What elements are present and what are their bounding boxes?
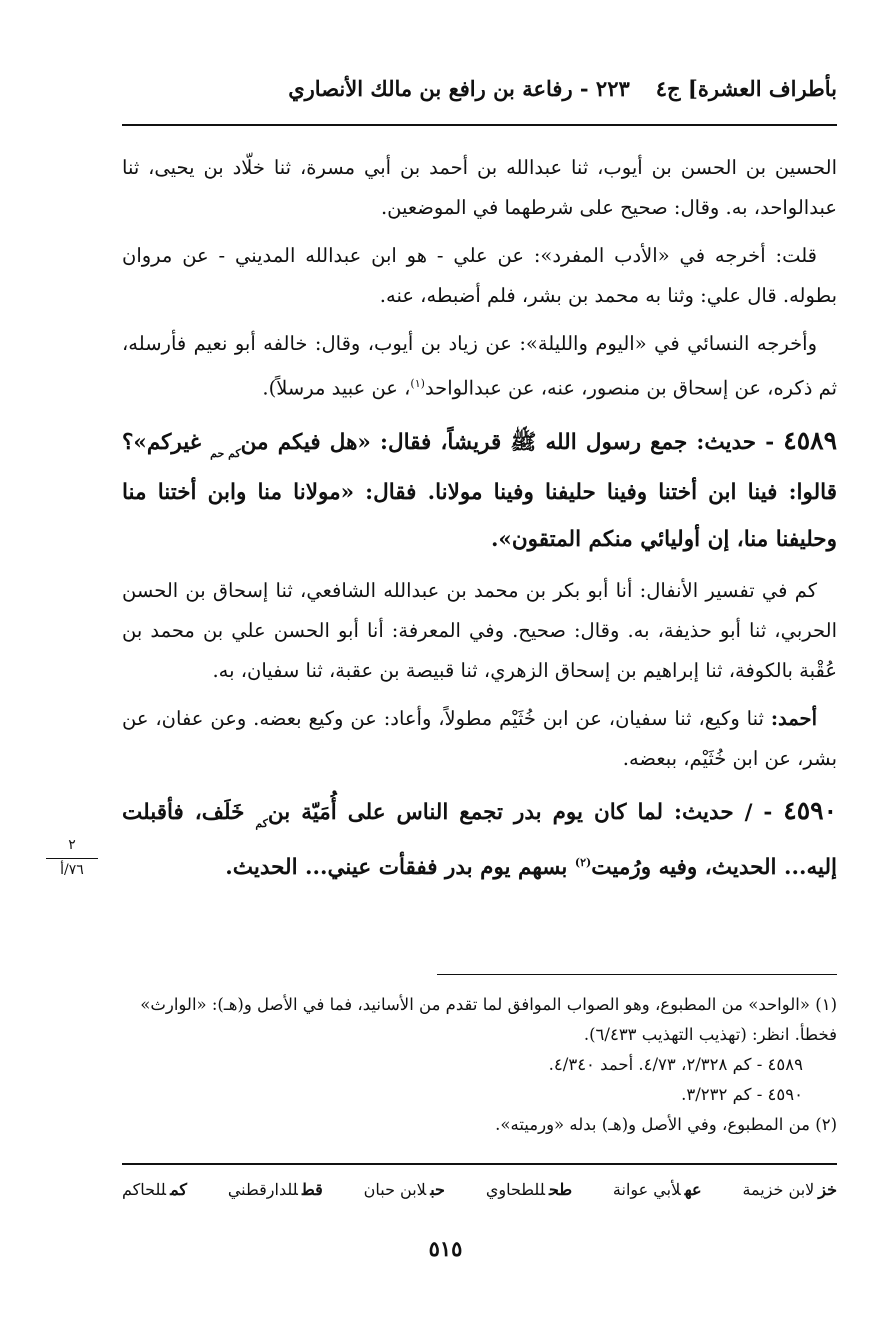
hadith-number: ٤٥٩٠ xyxy=(783,795,837,825)
running-header xyxy=(122,66,837,110)
paragraph-ahmad: أحمد: ثنا وكيع، ثنا سفيان، عن ابن خُثَيْم مطولاً، وأعاد: عن وكيع بعضه. وعن عفان، عن بشر، عن ابن خُثَيْم، ببعضه. xyxy=(122,706,837,770)
manuscript-folio-note xyxy=(40,836,104,879)
paragraph-hakim: كم في تفسير الأنفال: أنا أبو بكر بن محمد بن عبدالله الشافعي، ثنا إسحاق بن الحسن الحربي، ثنا أبو حذيفة، به. وقال: صحيح. وفي المعرفة: أنا أبو الحسن علي بن محمد بن عُقْبة بالكوفة، ثنا إبراهيم بن إسحاق الزهري، ثنا قبيصة بن عقبة، ثنا سفيان، به. xyxy=(122,578,837,682)
abbreviation-item: قطللدارقطني xyxy=(227,1180,323,1199)
abbreviation-item: كمللحاكم xyxy=(122,1180,187,1199)
abbreviation-item: حبلابن حبان xyxy=(363,1180,445,1199)
header-rule xyxy=(122,124,837,126)
source-label: أحمد: xyxy=(770,706,817,730)
header-book-title: بأطراف العشرة] ج٤ xyxy=(655,75,837,101)
abbreviation-item: خزلابن خزيمة xyxy=(742,1180,837,1199)
footnotes xyxy=(122,990,837,1140)
folio-divider xyxy=(46,858,98,859)
abbreviations-key xyxy=(122,1180,837,1199)
hadith-4589: ٤٥٨٩ - حديث: جمع رسول الله ﷺ قريشاً، فقال: «هل فيكم منكم حم غيركم»؟ قالوا: فينا ابن أختنا وفينا حليفنا وفينا مولانا. فقال: «مولانا منا وابن أختنا منا وحليفنا منا، إن أوليائي منكم المتقون». xyxy=(122,425,837,552)
folio-marker: ٢ xyxy=(68,837,76,853)
footnote-mark-2: (٢) xyxy=(574,855,592,869)
abbreviations-rule xyxy=(122,1163,837,1165)
main-text xyxy=(122,148,837,899)
abbreviation-item: عهلأبي عوانة xyxy=(612,1180,702,1199)
page-number: ٥١٥ xyxy=(428,1236,463,1261)
paragraph-2: قلت: أخرجه في «الأدب المفرد»: عن علي - هو ابن عبدالله المديني - عن مروان بطوله. قال علي: وثنا به محمد بن بشر، فلم أضبطه، عنه. xyxy=(122,244,837,307)
header-chapter-title: ٢٢٣ - رفاعة بن رافع بن مالك الأنصاري xyxy=(288,75,630,101)
source-siglum: كم xyxy=(255,816,268,830)
footnote-2: (٢) من المطبوع، وفي الأصل و(هـ) بدله «ورميته». xyxy=(495,1115,837,1134)
reference-4589: ٤٥٨٩ - كم ٢/٣٢٨، ٤/٧٣. أحمد ٤/٣٤٠. xyxy=(548,1055,803,1074)
hadith-4590: ٤٥٩٠ - / حديث: لما كان يوم بدر تجمع الناس على أُمَيّة بنكم خَلَف، فأقبلت إليه... الحديث، وفيه ورُميت$^{(٢)}$ بسهم يوم بدر ففقأت عيني... الحديث. xyxy=(122,795,837,880)
paragraph-3: وأخرجه النسائي في «اليوم والليلة»: عن زياد بن أيوب، وقال: خالفه أبو نعيم فأرسله، ثم ذكره، عن إسحاق بن منصور، عنه، عن عبدالواحد$^{(١)}$، عن عبيد مرسلاً). xyxy=(122,332,837,400)
folio-number: ٧٦/أ xyxy=(60,862,84,878)
footnote-1: (١) «الواحد» من المطبوع، وهو الصواب الموافق لما تقدم من الأسانيد، فما في الأصل و(هـ): «الوارث» فخطأ. انظر: (تهذيب التهذيب ٦/٤٣٣). xyxy=(140,995,837,1044)
reference-4590: ٤٥٩٠ - كم ٣/٢٣٢. xyxy=(681,1085,803,1104)
source-siglum: كم حم xyxy=(210,446,241,460)
abbreviation-item: طحللطحاوي xyxy=(485,1180,573,1199)
footnote-mark-1: (١) xyxy=(410,377,425,390)
footnote-rule xyxy=(437,974,837,975)
paragraph-1: الحسين بن الحسن بن أيوب، ثنا عبدالله بن أحمد بن أبي مسرة، ثنا خلّاد بن يحيى، ثنا عبدالواحد، به. وقال: صحيح على شرطهما في الموضعين. xyxy=(122,156,837,219)
hadith-number: ٤٥٨٩ xyxy=(783,425,837,455)
